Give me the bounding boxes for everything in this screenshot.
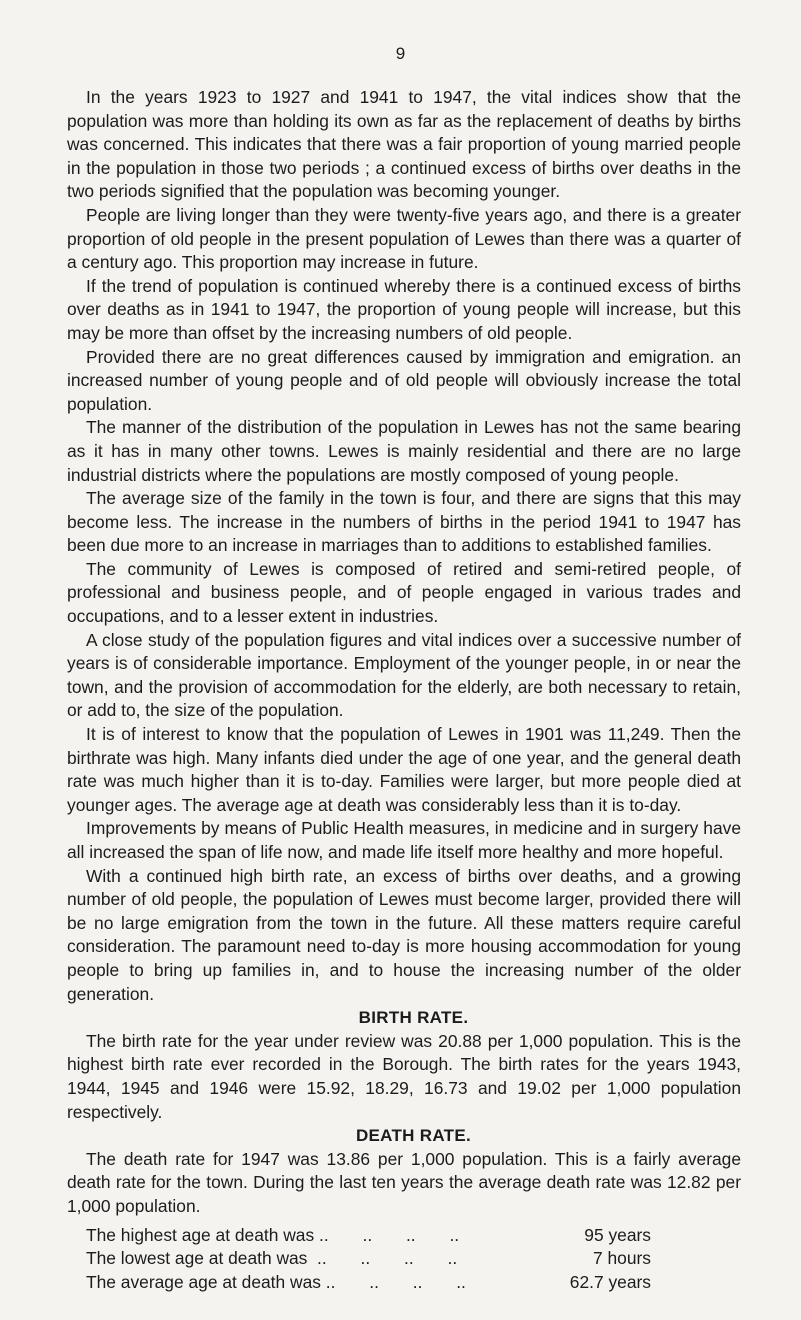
stat-row-highest-age xyxy=(67,1224,651,1248)
paragraph-population-1901: It is of interest to know that the population of Lewes in 1901 was 11,249. Then the birthrate was high. Many infants died under the age of one year, and the general death rate was much higher than it is to-day. Families were larger, but more people died at younger ages. The average age at death was considerably less than it is to-day. xyxy=(67,724,741,815)
stat-label: The average age at death was .. .. .. .. xyxy=(86,1271,466,1292)
paragraph-family-size: The average size of the family in the town is four, and there are signs that this may become less. The increase in the numbers of births in the period 1941 to 1947 has been due more to an increase in marriages than to additions to established families. xyxy=(67,488,741,556)
paragraph-living-longer: People are living longer than they were twenty-five years ago, and there is a greater proportion of old people in the present population of Lewes than there was a quarter of a century ago. This proportion may increase in future. xyxy=(67,204,741,273)
stat-label: The lowest age at death was .. .. .. .. xyxy=(86,1248,458,1269)
paragraph-vital-indices: In the years 1923 to 1927 and 1941 to 1947, the vital indices show that the population was more than holding its own as far as the replacement of deaths by births was concerned. This indicates that there was a fair proportion of young married people in the population in those two periods ; a continued excess of births over deaths in the two periods signified that the population was becoming younger. xyxy=(67,87,741,202)
paragraph-community: The community of Lewes is composed of retired and semi-retired people, of professional and business people, and of people engaged in various trades and occupations, and to a lesser extent in industries. xyxy=(67,558,741,627)
birth-rate-heading: BIRTH RATE. xyxy=(358,1008,469,1028)
paragraph-distribution: The manner of the distribution of the population in Lewes has not the same bearing as it has in many other towns. Lewes is mainly residential and there are no large industrial districts where the populations are mostly composed of young people. xyxy=(67,417,741,485)
birth-rate-text: The birth rate for the year under review was 20.88 per 1,000 population. This is the highest birth rate ever recorded in the Borough. The birth rates for the years 1943, 1944, 1945 and 1946 were 15.92, 18.29, 16.73 and 19.02 per 1,000 population respectively. xyxy=(67,1030,741,1122)
stat-value: 95 years xyxy=(584,1224,651,1245)
death-age-stats xyxy=(67,1224,741,1295)
paragraph-conclusion: With a continued high birth rate, an excess of births over deaths, and a growing number of old people, the population of Lewes must become larger, provided there will be no large emigration from the town in the future. All these matters require careful consideration. The paramount need to-day is more housing accommodation for young people to bring up families in, and to house the increasing number of the older generation. xyxy=(67,865,741,1004)
death-rate-text: The death rate for 1947 was 13.86 per 1,000 population. This is a fairly average death rate for the town. During the last ten years the average death rate was 12.82 per 1,000 population. xyxy=(67,1148,741,1216)
paragraph-population-trend: If the trend of population is continued whereby there is a continued excess of births over deaths as in 1941 to 1947, the proportion of young people will increase, but this may be more than offset by the increasing numbers of old people. xyxy=(67,275,741,343)
stat-label: The highest age at death was .. .. .. .. xyxy=(86,1224,460,1245)
paragraph-improvements: Improvements by means of Public Health measures, in medicine and in surgery have all increased the span of life now, and made life itself more healthy and more hopeful. xyxy=(67,818,741,862)
stat-row-lowest-age xyxy=(67,1247,651,1271)
paragraph-migration: Provided there are no great differences caused by immigration and emigration. an increased number of young people and of old people will obviously increase the total population. xyxy=(67,346,741,414)
page-number: 9 xyxy=(395,44,406,63)
paragraph-close-study: A close study of the population figures and vital indices over a successive number of years is of considerable importance. Employment of the younger people, in or near the town, and the provision of accommodation for the elderly, are both necessary to retain, or add to, the size of the population. xyxy=(67,629,741,721)
stat-row-average-age xyxy=(67,1271,651,1295)
stat-value: 62.7 years xyxy=(569,1271,651,1292)
body-text xyxy=(67,86,741,1294)
stat-value: 7 hours xyxy=(592,1248,651,1269)
death-rate-heading: DEATH RATE. xyxy=(355,1126,472,1146)
